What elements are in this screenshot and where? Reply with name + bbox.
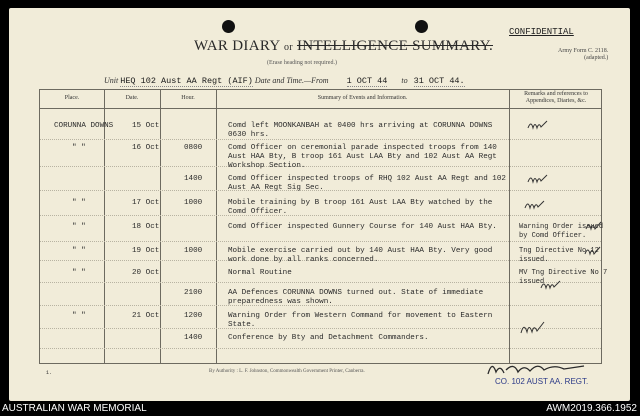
- cell-hour: 1200: [184, 312, 203, 320]
- cell-remarks: issued: [519, 278, 545, 286]
- cell-summary: Mobile exercise carried out by 140 Aust HAA Bty. Very good: [228, 247, 493, 255]
- cell-summary: Aust AA Regt Sig Sec.: [228, 184, 324, 192]
- cell-hour: 1000: [184, 199, 203, 207]
- cell-remarks: MV Tng Directive No 7: [519, 269, 608, 277]
- cell-remarks: Warning Order issued: [519, 223, 604, 231]
- col-header-date: Date.: [125, 95, 139, 101]
- remarks-header-line: Appendices, Diaries, &c.: [525, 98, 587, 104]
- cell-summary: AA Defences CORUNNA DOWNS turned out. State of immediate: [228, 289, 484, 297]
- initials-mark: [527, 172, 549, 186]
- cell-summary: preparedness was shown.: [228, 298, 333, 306]
- cell-date: 15 Oct: [132, 122, 160, 130]
- cell-summary: Aust HAA Bty, B troop 161 Aust LAA Bty and 102 Aust AA Regt: [228, 153, 497, 161]
- army-form-note: (adapted.): [584, 54, 609, 61]
- col-header-remarks: [509, 91, 603, 105]
- cell-summary: Workshop Section.: [228, 162, 306, 170]
- col-header-place: Place.: [64, 95, 80, 101]
- initials-mark: [520, 319, 546, 337]
- page-title: [194, 38, 493, 55]
- cell-hour: 1400: [184, 334, 203, 342]
- cell-place: " ": [72, 199, 86, 207]
- unit-stamp: CO. 102 AUST AA. REGT.: [495, 377, 589, 386]
- page-mark: 1.: [46, 370, 53, 376]
- to-date: 31 OCT 44.: [413, 76, 465, 86]
- cell-summary: work done by all ranks concerned.: [228, 256, 379, 264]
- cell-summary: 0630 hrs.: [228, 131, 270, 139]
- punch-hole: [222, 20, 235, 33]
- remarks-header-line: Remarks and references to: [524, 91, 588, 97]
- cell-summary: Comd left MOONKANBAH at 0400 hrs arriving at CORUNNA DOWNS: [228, 122, 493, 130]
- confidential-mark: CONFIDENTIAL: [509, 27, 574, 37]
- accession-number: AWM2019.366.1952: [546, 403, 637, 414]
- title-subnote: (Erase heading not required.): [267, 60, 337, 66]
- initials-mark: [524, 198, 546, 212]
- title-or: or: [283, 42, 293, 53]
- cell-date: 18 Oct: [132, 223, 160, 231]
- cell-summary: Comd Officer inspected troops of RHQ 102 Aust AA Regt and 102: [228, 175, 506, 183]
- cell-summary: Conference by Bty and Detachment Commanders.: [228, 334, 429, 342]
- cell-remarks: issued.: [519, 256, 549, 264]
- cell-place: " ": [72, 312, 86, 320]
- initials-mark: [540, 278, 562, 292]
- to-label: to: [401, 76, 408, 85]
- title-struck: INTELLIGENCE SUMMARY.: [296, 38, 493, 54]
- cell-place: " ": [72, 269, 86, 277]
- cell-hour: 2100: [184, 289, 203, 297]
- unit-line: [104, 76, 465, 87]
- archive-name: AUSTRALIAN WAR MEMORIAL: [2, 403, 147, 414]
- cell-place: " ": [72, 223, 86, 231]
- cell-place: " ": [72, 247, 86, 255]
- cell-place: CORUNNA DOWNS: [54, 122, 114, 130]
- cell-remarks: Tng Directive No 12: [519, 247, 599, 255]
- from-date: 1 OCT 44: [346, 76, 388, 86]
- datetime-label: Date and Time.—From: [254, 76, 329, 85]
- unit-value: HEQ 102 Aust AA Regt (AIF): [120, 76, 253, 86]
- printer-authority: By Authority : L. F. Johnston, Commonwealth Government Printer, Canberra.: [209, 369, 365, 374]
- cell-summary: Comd Officer inspected Gunnery Course for 140 Aust HAA Bty.: [228, 223, 497, 231]
- cell-remarks: by Comd Officer.: [519, 232, 587, 240]
- unit-label: Unit: [104, 76, 119, 85]
- cell-hour: 1400: [184, 175, 203, 183]
- diary-page: [9, 8, 630, 401]
- cell-hour: 1000: [184, 247, 203, 255]
- cell-date: 16 Oct: [132, 144, 160, 152]
- diary-table: [39, 89, 608, 364]
- army-form-number: [558, 48, 608, 62]
- cell-summary: Comd Officer.: [228, 208, 288, 216]
- cell-date: 17 Oct: [132, 199, 160, 207]
- cell-date: 20 Oct: [132, 269, 160, 277]
- cell-date: 21 Oct: [132, 312, 160, 320]
- cell-hour: 0800: [184, 144, 203, 152]
- col-header-summary: Summary of Events and Information.: [317, 95, 408, 101]
- initials-mark: [585, 219, 603, 233]
- title-main: WAR DIARY: [194, 38, 280, 54]
- punch-hole: [415, 20, 428, 33]
- initials-mark: [527, 118, 549, 132]
- cell-summary: State.: [228, 321, 256, 329]
- cell-summary: Mobile training by B troop 161 Aust LAA Bty watched by the: [228, 199, 493, 207]
- cell-place: " ": [72, 144, 86, 152]
- col-header-hour: Hour.: [181, 95, 195, 101]
- cell-summary: Comd Officer on ceremonial parade inspected troops from 140: [228, 144, 497, 152]
- cell-date: 19 Oct: [132, 247, 160, 255]
- cell-summary: Warning Order from Western Command for movement to Eastern: [228, 312, 493, 320]
- cell-summary: Normal Routine: [228, 269, 292, 277]
- army-form-line: Army Form C. 2118.: [558, 48, 609, 54]
- initials-mark: [584, 244, 602, 258]
